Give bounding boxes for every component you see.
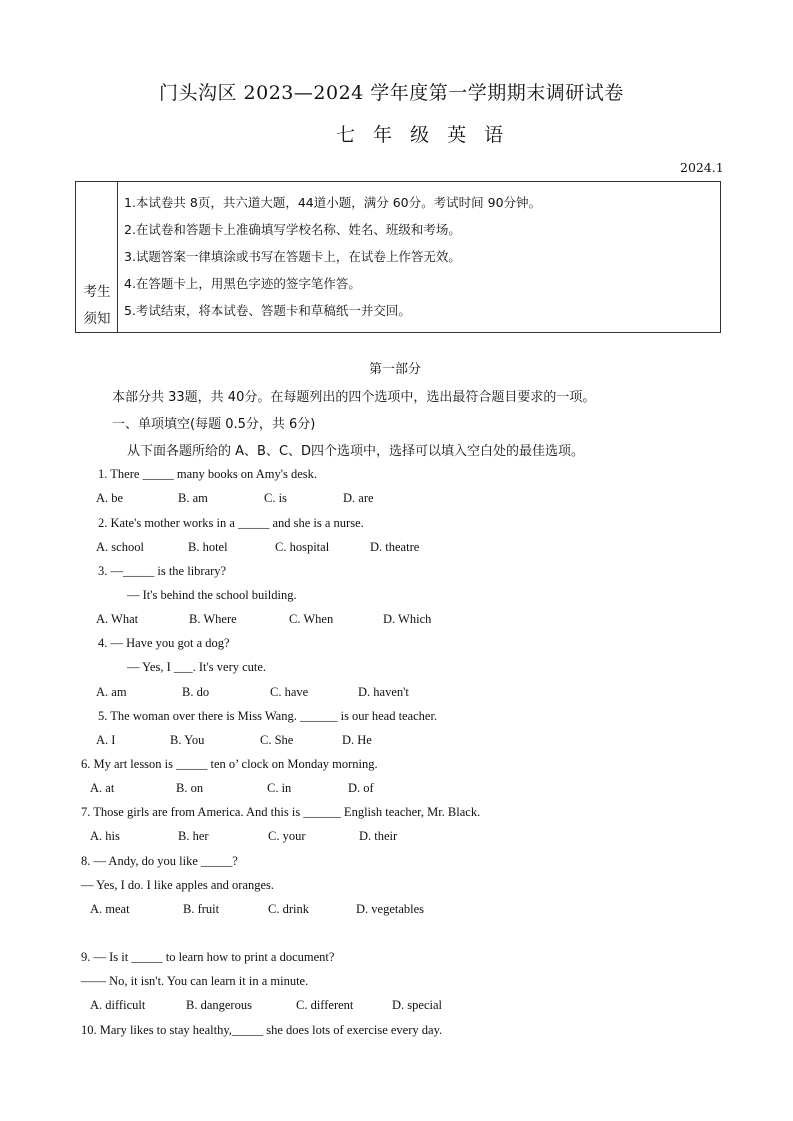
option: A. be <box>96 491 124 505</box>
exam-title: 门头沟区 2023—2024 学年度第一学期期末调研试卷 <box>159 82 624 104</box>
option: B. do <box>182 685 210 699</box>
option: B. am <box>178 491 208 505</box>
option: C. have <box>270 685 309 699</box>
notice-item: 3.试题答案一律填涂或书写在答题卡上，在试卷上作答无效。 <box>124 249 461 264</box>
option: A. meat <box>90 902 130 916</box>
notice-item: 4.在答题卡上，用黑色字迹的签字笔作答。 <box>124 276 361 291</box>
option: D. are <box>343 491 374 505</box>
option: D. haven't <box>358 685 409 699</box>
question-stem: 3. —_____ is the library? <box>98 564 227 578</box>
option: D. theatre <box>370 540 420 554</box>
question-stem: 7. Those girls are from America. And this is ______ English teacher, Mr. Black. <box>81 805 481 819</box>
question-stem: 5. The woman over there is Miss Wang. ______ is our head teacher. <box>98 709 438 723</box>
notice-label-column <box>76 182 118 332</box>
part-intro: 本部分共 33题，共 40分。在每题列出的四个选项中，选出最符合题目要求的一项。 <box>112 390 596 405</box>
exam-subtitle: 七 年 级 英 语 <box>336 124 510 146</box>
option: B. hotel <box>188 540 228 554</box>
notice-item: 2.在试卷和答题卡上准确填写学校名称、姓名、班级和考场。 <box>124 222 461 237</box>
question-stem: 4. — Have you got a dog? <box>98 636 230 650</box>
option: D. vegetables <box>356 902 425 916</box>
question-reply: —— No, it isn't. You can learn it in a minute. <box>81 974 309 988</box>
question-stem: 1. There _____ many books on Amy's desk. <box>98 467 318 481</box>
option: B. fruit <box>183 902 220 916</box>
question-stem: 9. — Is it _____ to learn how to print a document? <box>81 950 335 964</box>
option: A. What <box>96 612 139 626</box>
notice-item: 1.本试卷共 8页，共六道大题，44道小题，满分 60分。考试时间 90分钟。 <box>124 195 542 210</box>
section-instruction: 从下面各题所给的 A、B、C、D四个选项中，选择可以填入空白处的最佳选项。 <box>127 444 585 459</box>
option: A. am <box>96 685 127 699</box>
option: B. Where <box>189 612 237 626</box>
question-reply: — Yes, I do. I like apples and oranges. <box>81 878 275 892</box>
option: C. is <box>264 491 287 505</box>
option: D. of <box>348 781 374 795</box>
option: C. your <box>268 829 306 843</box>
option: B. You <box>170 733 205 747</box>
question-stem: 2. Kate's mother works in a _____ and she is a nurse. <box>98 516 364 530</box>
option: A. difficult <box>90 998 146 1012</box>
option: C. When <box>289 612 334 626</box>
option: B. dangerous <box>186 998 252 1012</box>
option: B. her <box>178 829 209 843</box>
question-reply: — It's behind the school building. <box>127 588 297 602</box>
option: A. school <box>96 540 144 554</box>
option: C. hospital <box>275 540 330 554</box>
option: D. their <box>359 829 398 843</box>
notice-item: 5.考试结束，将本试卷、答题卡和草稿纸一并交回。 <box>124 303 411 318</box>
option: D. special <box>392 998 442 1012</box>
question-stem: 10. Mary likes to stay healthy,_____ she does lots of exercise every day. <box>81 1023 443 1037</box>
section-title: 一、单项填空(每题 0.5分，共 6分) <box>112 417 316 432</box>
option: C. drink <box>268 902 309 916</box>
option: A. his <box>90 829 120 843</box>
notice-label-line-1: 考生 <box>83 284 111 300</box>
option: A. at <box>90 781 115 795</box>
notice-label-line-2: 须知 <box>83 311 111 327</box>
option: D. He <box>342 733 372 747</box>
question-stem: 8. — Andy, do you like _____? <box>81 854 238 868</box>
option: D. Which <box>383 612 432 626</box>
question-stem: 6. My art lesson is _____ ten o’ clock on Monday morning. <box>81 757 378 771</box>
option: C. She <box>260 733 294 747</box>
option: B. on <box>176 781 204 795</box>
option: A. I <box>96 733 116 747</box>
part-heading: 第一部分 <box>369 362 422 377</box>
option: C. in <box>267 781 292 795</box>
exam-date: 2024.1 <box>680 160 724 175</box>
question-reply: — Yes, I ___. It's very cute. <box>127 660 267 674</box>
option: C. different <box>296 998 354 1012</box>
notice-box <box>75 181 721 333</box>
